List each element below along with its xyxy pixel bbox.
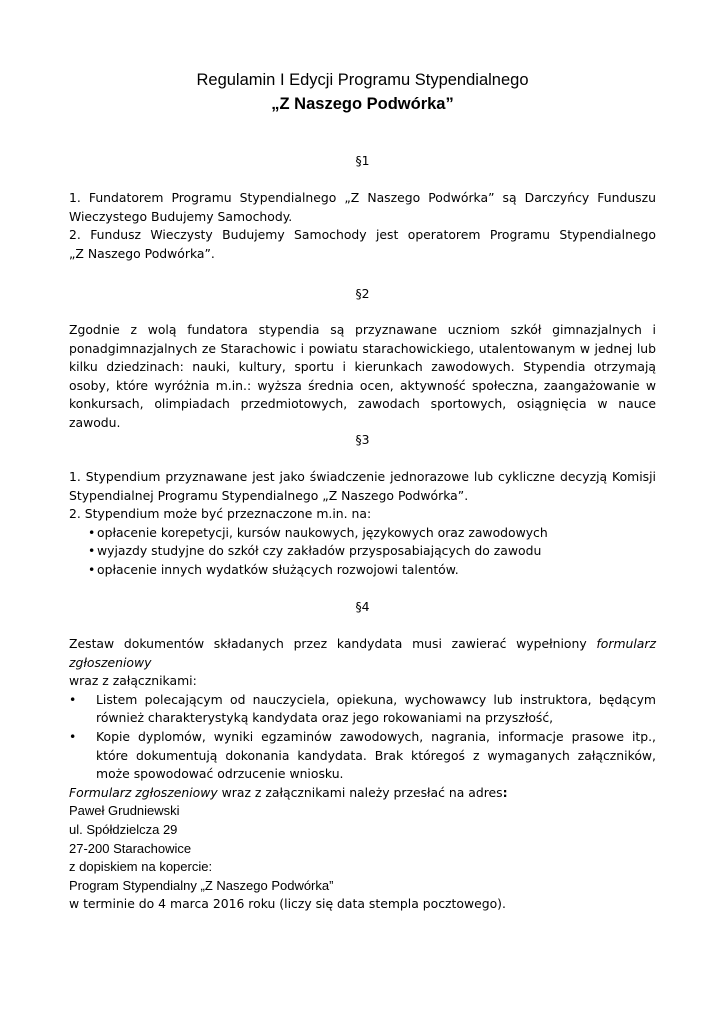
application-form-term: Formularz zgłoszeniowy <box>69 784 218 800</box>
deadline-text: w terminie do 4 marca 2016 roku (liczy się data stempla pocztowego). <box>69 896 506 912</box>
list-item <box>69 542 656 561</box>
list-item <box>69 728 656 784</box>
send-instruction-text: wraz z załącznikami należy przesłać na adres <box>217 784 503 800</box>
bullet-icon: • <box>88 561 96 577</box>
section-4-heading: §4 <box>355 599 370 614</box>
list-item <box>69 561 656 580</box>
list-item-text: opłacenie korepetycji, kursów naukowych, językowych oraz zawodowych <box>97 524 548 540</box>
section-2-body <box>69 321 656 433</box>
list-item-text: Kopie dyplomów, wyniki egzaminów zawodowych, nagrania, informacje prasowe itp., które dokumentują dokonania kandydata. Brak któregoś z wymaganych załączników, może spowodować odrzucenie wniosku. <box>96 728 656 782</box>
section-4-intro <box>69 635 656 672</box>
document-title: Regulamin I Edycji Programu Stypendialnego <box>196 71 529 89</box>
section-1-point-1-line-2: Wieczystego Budujemy Samochody. <box>69 208 293 224</box>
envelope-label: Program Stypendialny „Z Naszego Podwórka” <box>69 877 334 893</box>
program-name-title: „Z Naszego Podwórka” <box>271 95 454 113</box>
bullet-icon: • <box>69 691 77 707</box>
section-1-point-2-line-2: „Z Naszego Podwórka”. <box>69 245 215 261</box>
section-2-heading: §2 <box>355 286 370 301</box>
address-street: ul. Spółdzielcza 29 <box>69 821 178 837</box>
section-1-heading: §1 <box>355 153 370 168</box>
address-city: 27-200 Starachowice <box>69 840 192 856</box>
bullet-icon: • <box>69 728 77 744</box>
section-4-intro-cont: wraz z załącznikami: <box>69 673 197 689</box>
section-1-point-1-line-1: 1. Fundatorem Programu Stypendialnego „Z Naszego Podwórka” są Darczyńcy Funduszu <box>69 190 656 205</box>
send-instruction <box>69 784 656 803</box>
section-3-body <box>69 468 656 580</box>
application-form-term: formularz zgłoszeniowy <box>69 636 656 670</box>
section-2-paragraph: Zgodnie z wolą fundatora stypendia są przyznawane uczniom szkół gimnazjalnych i ponadgimnazjalnych ze Starachowic i powiatu starachowickiego, utalentowanym w jednej lub kilku dziedzinach: nauki, kultury, sportu i kierunkach zawodowych. Stypendia otrzymają osoby, które wyróżnia m.in.: wyższa średnia ocen, aktywność społeczna, zaangażowanie w konkursach, olimpiadach przedmiotowych, zawodach sportowych, osiągnięcia w nauce zawodu. <box>69 322 656 430</box>
bullet-icon: • <box>88 543 96 559</box>
address-name: Paweł Grudniewski <box>69 803 180 819</box>
section-3-point-1: 1. Stypendium przyznawane jest jako świadczenie jednorazowe lub cykliczne decyzją Komisji Stypendialnej Programu Stypendialnego „Z Naszego Podwórka”. <box>69 469 656 503</box>
bullet-icon: • <box>88 524 96 540</box>
section-1-body <box>69 189 656 263</box>
list-item-text: Listem polecającym od nauczyciela, opiekuna, wychowawcy lub instruktora, będącym również charakterystyką kandydata oraz jego rokowaniami na przyszłość, <box>96 691 656 726</box>
list-item-text: wyjazdy studyjne do szkół czy zakładów przysposabiających do zawodu <box>97 543 542 559</box>
list-item <box>69 691 656 728</box>
section-1-point-2-line-1: 2. Fundusz Wieczysty Budujemy Samochody jest operatorem Programu Stypendialnego <box>69 227 656 243</box>
section-3-point-2: 2. Stypendium może być przeznaczone m.in. na: <box>69 506 372 522</box>
envelope-note: z dopiskiem na kopercie: <box>69 859 213 875</box>
section-4-intro-text: Zestaw dokumentów składanych przez kandydata musi zawierać wypełniony <box>69 636 597 651</box>
section-3-heading: §3 <box>355 432 370 447</box>
section-4-body <box>69 635 656 914</box>
list-item <box>69 524 656 543</box>
send-instruction-colon: : <box>502 784 508 800</box>
list-item-text: opłacenie innych wydatków służących rozwojowi talentów. <box>97 561 459 577</box>
